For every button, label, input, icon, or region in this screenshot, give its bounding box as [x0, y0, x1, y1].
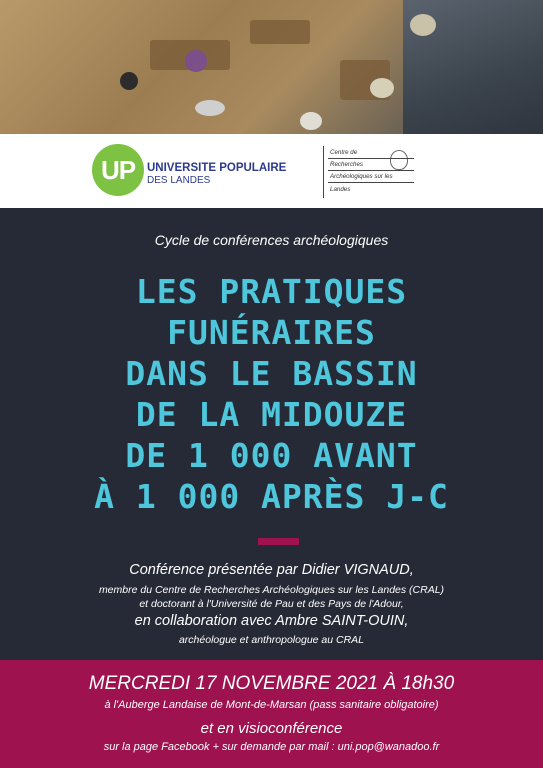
cral-line: Archéologiques sur les [330, 173, 393, 180]
worker-figure [195, 100, 225, 116]
up-logo: UP [92, 144, 144, 196]
collaborator-line: en collaboration avec Ambre SAINT-OUIN, [134, 613, 409, 629]
worker-figure [185, 50, 207, 72]
header-photo [0, 0, 543, 134]
worker-figure [300, 112, 322, 130]
title-line: DE 1 000 AVANT [125, 436, 418, 475]
cral-line: Centre de [330, 149, 358, 156]
title-line: FUNÉRAIRES [167, 313, 376, 352]
cral-logo [320, 146, 416, 198]
main-title [0, 271, 543, 517]
up-name: UNIVERSITE POPULAIRE [147, 162, 287, 174]
title-line: DE LA MIDOUZE [135, 395, 408, 434]
accent-divider [258, 538, 299, 545]
cral-line: Landes [330, 186, 351, 193]
up-subtitle: DES LANDES [147, 175, 211, 186]
event-venue: à l'Auberge Landaise de Mont-de-Marsan (pass sanitaire obligatoire) [104, 699, 439, 711]
title-line: DANS LE BASSIN [125, 354, 418, 393]
cral-rule [328, 158, 414, 159]
visio-details: sur la page Facebook + sur demande par mail : uni.pop@wanadoo.fr [103, 741, 440, 753]
excavation-pit [250, 20, 310, 44]
worker-figure [410, 14, 436, 36]
collaborator-role: archéologue et anthropologue au CRAL [178, 634, 365, 646]
presenter-affiliation: membre du Centre de Recherches Archéologiques sur les Landes (CRAL) [98, 584, 445, 596]
cral-divider [323, 146, 324, 198]
cral-rule [328, 182, 414, 183]
series-label: Cycle de conférences archéologiques [154, 232, 389, 248]
worker-figure [120, 72, 138, 90]
cral-line: Recherches [330, 161, 364, 168]
cral-rule [328, 170, 414, 171]
event-date: MERCREDI 17 NOVEMBRE 2021 À 18h30 [88, 673, 455, 694]
cral-emblem-icon [390, 150, 408, 170]
title-line: LES PRATIQUES [135, 272, 408, 311]
presenter-doctorate: et doctorant à l'Université de Pau et des Pays de l'Adour, [139, 598, 404, 610]
title-line: À 1 000 APRÈS J-C [94, 477, 449, 516]
visio-label: et en visioconférence [200, 720, 343, 737]
presenter-line: Conférence présentée par Didier VIGNAUD, [129, 562, 414, 578]
worker-figure [370, 78, 394, 98]
